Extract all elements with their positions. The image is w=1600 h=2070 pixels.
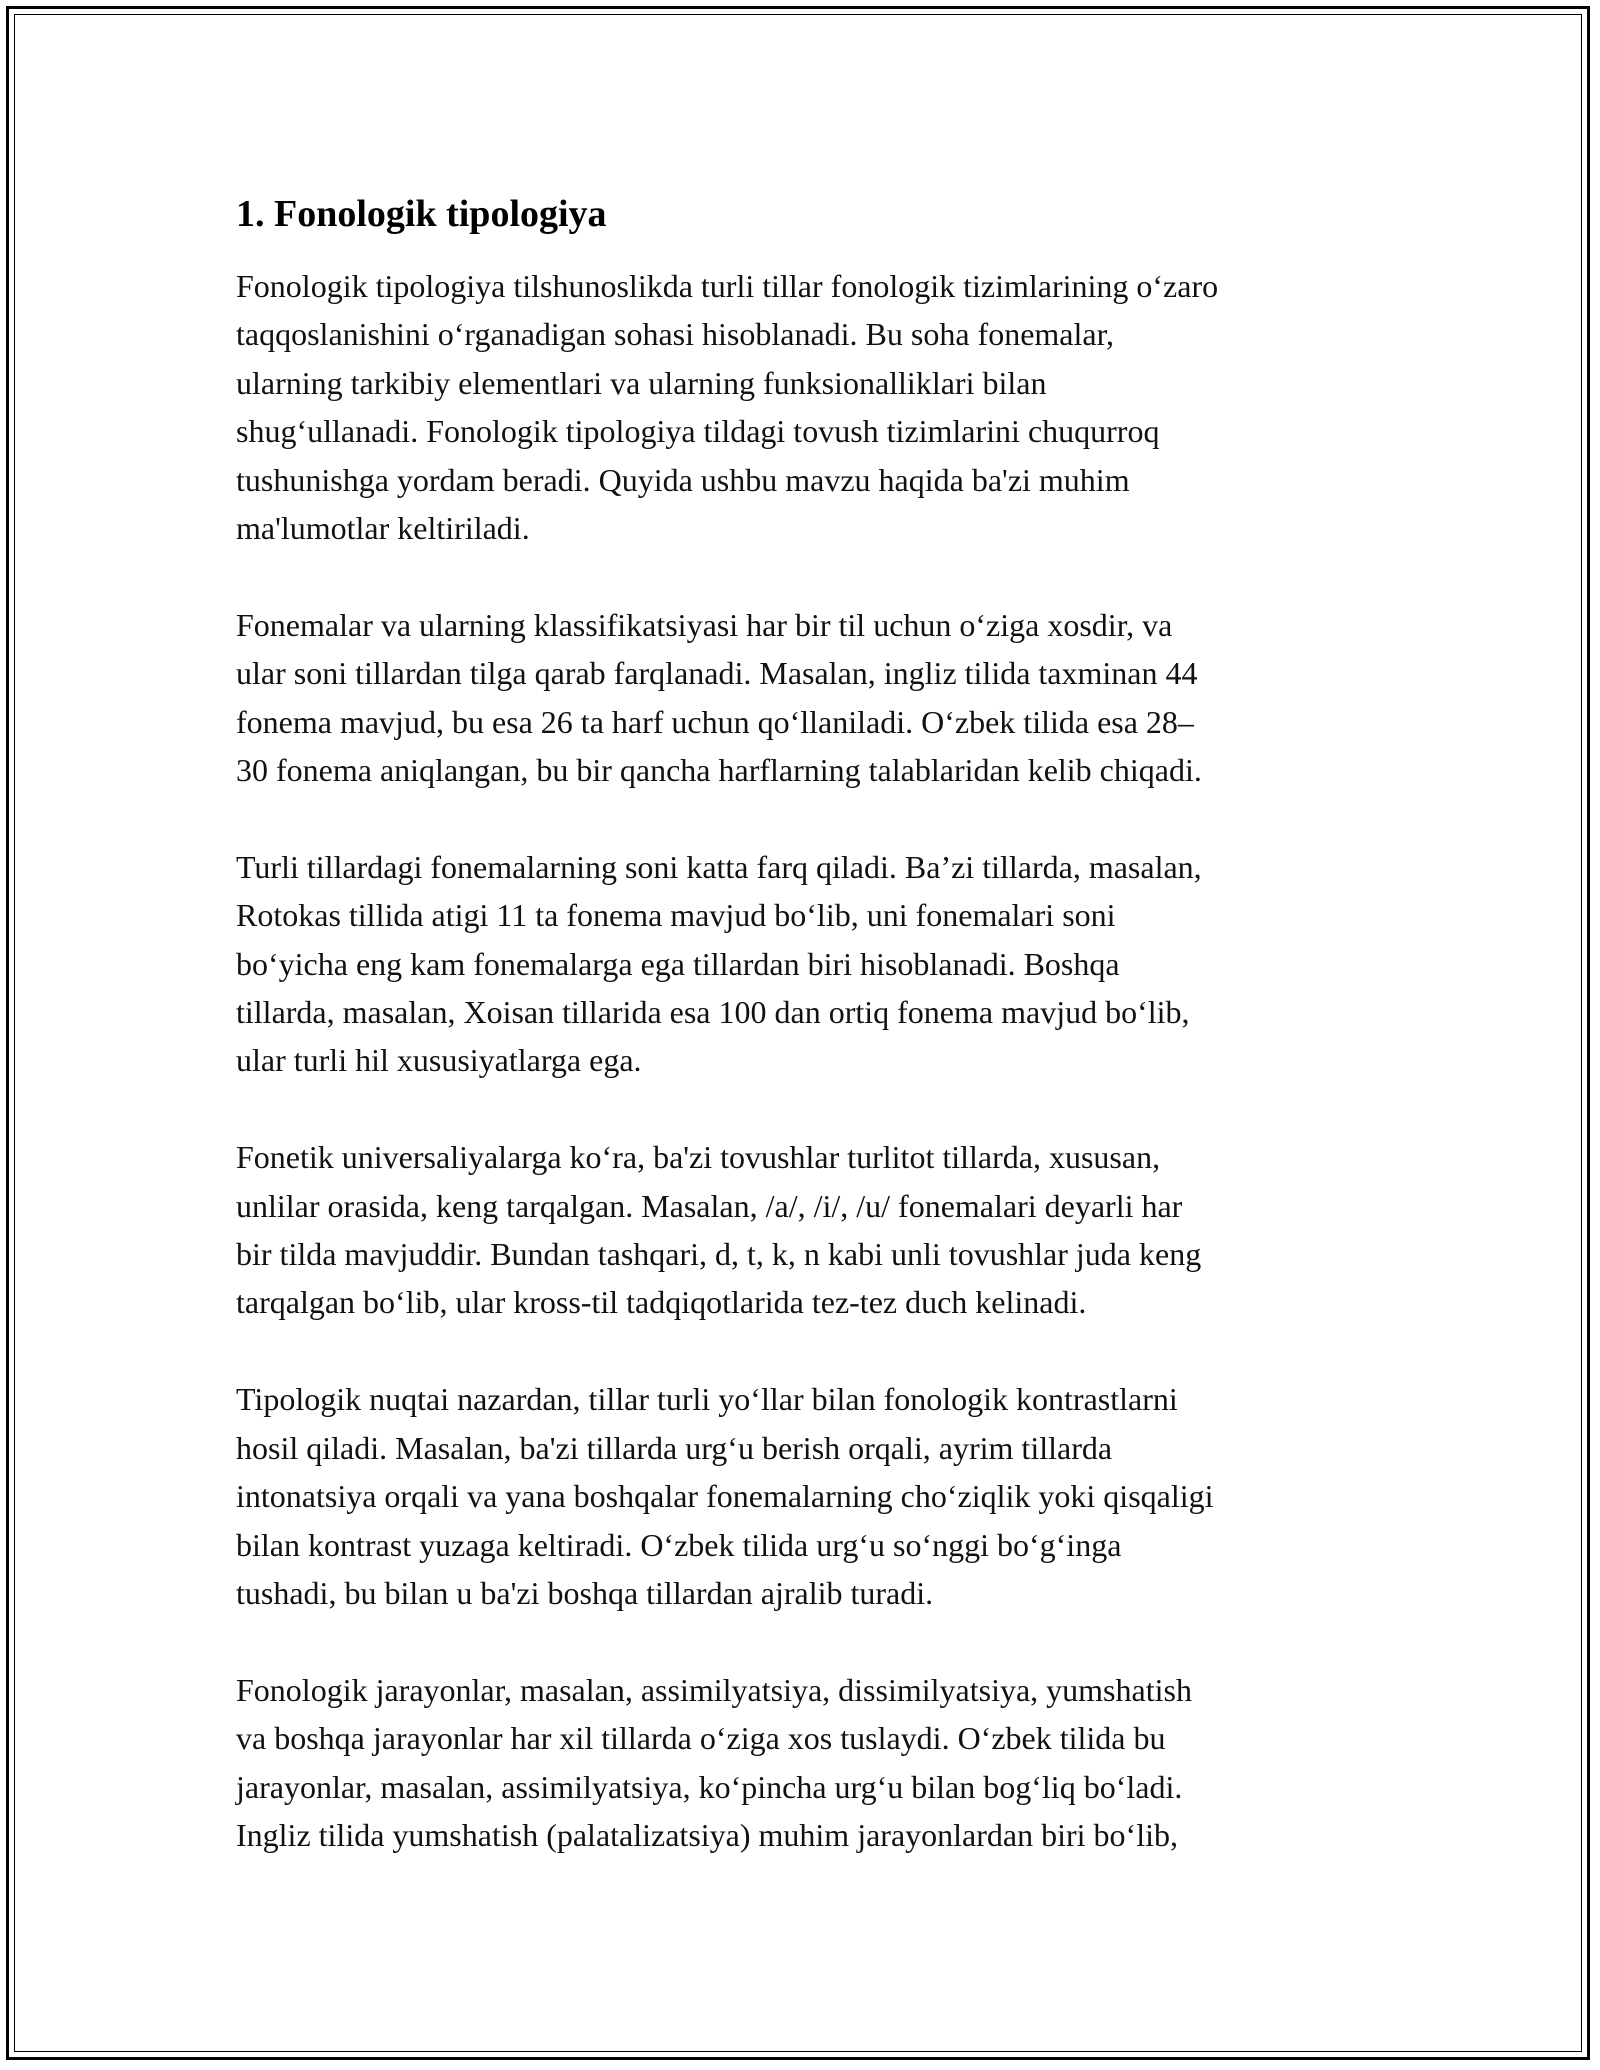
paragraph-line: ma'lumotlar keltiriladi. — [236, 510, 530, 547]
paragraph-line: Fonologik jarayonlar, masalan, assimilyatsiya, dissimilyatsiya, yumshatish — [236, 1671, 1192, 1708]
paragraph-line: ularning tarkibiy elementlari va ularning funksionalliklari bilan — [236, 364, 1047, 401]
paragraph-line: Fonetik universaliyalarga ko‘ra, ba'zi tovushlar turlitot tillarda, xususan, — [236, 1139, 1161, 1176]
paragraph-line: Fonemalar va ularning klassifikatsiyasi har bir til uchun o‘ziga xosdir, va — [236, 606, 1173, 643]
paragraph-3 — [236, 843, 1366, 1085]
paragraph-line: jarayonlar, masalan, assimilyatsiya, ko‘pincha urg‘u bilan bog‘liq bo‘ladi. — [236, 1768, 1183, 1805]
paragraph-line: ular turli hil xususiyatlarga ega. — [236, 1042, 642, 1079]
paragraph-6 — [236, 1666, 1366, 1860]
paragraph-line: unlilar orasida, keng tarqalgan. Masalan, /a/, /i/, /u/ fonemalari deyarli har — [236, 1187, 1183, 1224]
paragraph-line: tushadi, bu bilan u ba'zi boshqa tillardan ajralib turadi. — [236, 1574, 934, 1611]
paragraph-2 — [236, 601, 1366, 795]
paragraph-line: taqqoslanishini o‘rganadigan sohasi hisoblanadi. Bu soha fonemalar, — [236, 316, 1114, 353]
paragraph-line: shug‘ullanadi. Fonologik tipologiya tildagi tovush tizimlarini chuqurroq — [236, 413, 1160, 450]
paragraph-4 — [236, 1133, 1366, 1327]
paragraph-line: tarqalgan bo‘lib, ular kross-til tadqiqotlarida tez-tez duch kelinadi. — [236, 1284, 1087, 1321]
paragraph-line: intonatsiya orqali va yana boshqalar fonemalarning cho‘ziqlik yoki qisqaligi — [236, 1478, 1214, 1515]
paragraph-line: ular soni tillardan tilga qarab farqlanadi. Masalan, ingliz tilida taxminan 44 — [236, 655, 1198, 692]
paragraph-line: va boshqa jarayonlar har xil tillarda o‘ziga xos tuslaydi. O‘zbek tilida bu — [236, 1720, 1166, 1757]
paragraph-1 — [236, 262, 1366, 552]
paragraph-line: bo‘yicha eng kam fonemalarga ega tillardan biri hisoblanadi. Boshqa — [236, 945, 1120, 982]
section-heading: 1. Fonologik tipologiya — [236, 193, 607, 235]
paragraph-5 — [236, 1375, 1366, 1617]
paragraph-line: bilan kontrast yuzaga keltiradi. O‘zbek tilida urg‘u so‘nggi bo‘g‘inga — [236, 1526, 1122, 1563]
document-content — [236, 186, 1366, 1908]
paragraph-line: Tipologik nuqtai nazardan, tillar turli yo‘llar bilan fonologik kontrastlarni — [236, 1381, 1178, 1418]
paragraph-line: tushunishga yordam beradi. Quyida ushbu mavzu haqida ba'zi muhim — [236, 461, 1130, 498]
paragraph-line: Ingliz tilida yumshatish (palatalizatsiya) muhim jarayonlardan biri bo‘lib, — [236, 1816, 1178, 1853]
paragraph-line: Rotokas tillida atigi 11 ta fonema mavjud bo‘lib, uni fonemalari soni — [236, 897, 1116, 934]
paragraph-line: Turli tillardagi fonemalarning soni katta farq qiladi. Ba’zi tillarda, masalan, — [236, 848, 1202, 885]
paragraph-line: bir tilda mavjuddir. Bundan tashqari, d, t, k, n kabi unli tovushlar juda keng — [236, 1236, 1202, 1273]
paragraph-line: tillarda, masalan, Xoisan tillarida esa 100 dan ortiq fonema mavjud bo‘lib, — [236, 994, 1190, 1031]
paragraph-line: hosil qiladi. Masalan, ba'zi tillarda urg‘u berish orqali, ayrim tillarda — [236, 1429, 1113, 1466]
paragraph-line: 30 fonema aniqlangan, bu bir qancha harflarning talablaridan kelib chiqadi. — [236, 752, 1202, 789]
paragraph-line: Fonologik tipologiya tilshunoslikda turli tillar fonologik tizimlarining o‘zaro — [236, 268, 1219, 304]
paragraph-line: fonema mavjud, bu esa 26 ta harf uchun qo‘llaniladi. O‘zbek tilida esa 28– — [236, 703, 1194, 740]
